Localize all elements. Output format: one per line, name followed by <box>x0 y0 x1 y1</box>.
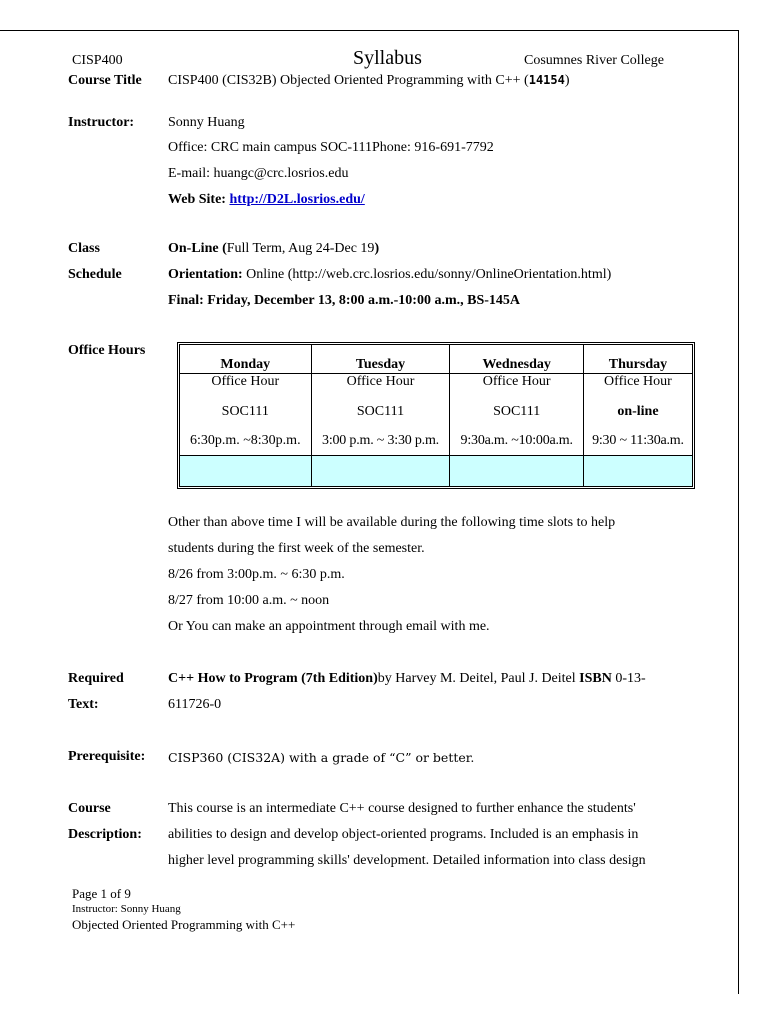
orientation-label: Orientation: <box>168 267 243 282</box>
required-text-label-1: Required <box>68 671 124 686</box>
table-cell: Office Hour <box>180 374 312 398</box>
website-label: Web Site: <box>168 192 230 207</box>
footer-instructor: Instructor: Sonny Huang <box>72 903 181 915</box>
required-text-label-2: Text: <box>68 697 99 712</box>
day-header: Wednesday <box>450 345 583 374</box>
footer-page-number: Page 1 of 9 <box>72 886 131 901</box>
course-description-line-2: abilities to design and develop object-oriented programs. Included is an emphasis in <box>168 827 639 842</box>
table-cell: 9:30 ~ 11:30a.m. <box>592 432 684 448</box>
class-schedule-label-1: Class <box>68 241 100 256</box>
instructor-name: Sonny Huang <box>168 115 245 130</box>
table-cell-empty <box>450 455 583 486</box>
table-cell: Office Hour <box>312 374 451 398</box>
office-hours-slot-1: 8/26 from 3:00p.m. ~ 6:30 p.m. <box>168 567 345 582</box>
schedule-online-bold: On-Line ( <box>168 241 227 256</box>
course-description-label-2: Description: <box>68 827 142 842</box>
table-cell: SOC111 <box>450 398 583 426</box>
table-cell: 9:30a.m. ~10:00a.m. <box>450 427 583 455</box>
table-cell: on-line <box>617 404 659 420</box>
college-name: Cosumnes River College <box>524 53 664 68</box>
prerequisite-label: Prerequisite: <box>68 749 146 764</box>
office-hours-time-row <box>180 427 692 455</box>
schedule-online-close: ) <box>374 241 380 256</box>
isbn-part-2: 611726-0 <box>168 697 222 712</box>
office-hours-note-1: Other than above time I will be available during the following time slots to help <box>168 515 616 530</box>
day-header: Thursday <box>584 345 692 374</box>
day-header: Tuesday <box>312 345 451 374</box>
office-hours-table <box>177 342 695 489</box>
office-hours-label: Office Hours <box>68 343 146 358</box>
table-cell: 6:30p.m. ~8:30p.m. <box>180 427 312 455</box>
schedule-final: Final: Friday, December 13, 8:00 a.m.-10:00 a.m., BS-145A <box>168 293 521 308</box>
course-title-text: CISP400 (CIS32B) Objected Oriented Programming with C++ ( <box>168 73 529 88</box>
page-title: Syllabus <box>353 47 422 69</box>
isbn-label: ISBN <box>579 671 612 686</box>
instructor-website <box>168 192 365 208</box>
instructor-label: Instructor: <box>68 115 135 130</box>
schedule-orientation <box>168 267 611 283</box>
instructor-email: E-mail: huangc@crc.losrios.edu <box>168 166 349 181</box>
orientation-value: Online (http://web.crc.losrios.edu/sonny/OnlineOrientation.html) <box>242 267 612 282</box>
required-text-book <box>168 671 646 687</box>
course-title-close: ) <box>564 73 570 88</box>
book-title: C++ How to Program (7th Edition) <box>168 671 378 686</box>
office-hours-note-2: students during the first week of the semester. <box>168 541 425 556</box>
office-hours-type-row <box>180 374 692 398</box>
schedule-online <box>168 241 379 257</box>
table-cell-empty <box>584 455 692 486</box>
course-code: CISP400 <box>72 53 123 68</box>
office-hours-shaded-row <box>180 455 692 486</box>
course-description-label-1: Course <box>68 801 111 816</box>
page-border-top <box>0 30 738 31</box>
office-hours-header-row <box>180 345 692 374</box>
table-cell-empty <box>180 455 312 486</box>
instructor-office: Office: CRC main campus SOC-111Phone: 916-691-7792 <box>168 140 494 155</box>
course-description-line-3: higher level programming skills' development. Detailed information into class design <box>168 853 646 868</box>
prerequisite-value: CISP360 (CIS32A) with a grade of “C” or better. <box>168 750 475 765</box>
table-cell-empty <box>312 455 451 486</box>
schedule-online-term: Full Term, Aug 24-Dec 19 <box>226 241 375 256</box>
office-hours-slot-2: 8/27 from 10:00 a.m. ~ noon <box>168 593 330 608</box>
course-description-line-1: This course is an intermediate C++ course designed to further enhance the students' <box>168 801 636 816</box>
day-header: Monday <box>180 345 312 374</box>
table-cell: Office Hour <box>450 374 583 398</box>
office-hours-location-row <box>180 398 692 426</box>
book-authors: by Harvey M. Deitel, Paul J. Deitel <box>377 671 580 686</box>
table-cell: SOC111 <box>180 398 312 426</box>
course-section-number: 14154 <box>528 73 565 87</box>
page-border-right <box>738 30 739 994</box>
table-cell: 3:00 p.m. ~ 3:30 p.m. <box>312 427 451 455</box>
footer-course: Objected Oriented Programming with C++ <box>72 917 296 932</box>
class-schedule-label-2: Schedule <box>68 267 122 282</box>
isbn-part-1: 0-13- <box>611 671 646 686</box>
table-cell: SOC111 <box>312 398 451 426</box>
course-title-value <box>168 73 570 89</box>
website-link[interactable]: http://D2L.losrios.edu/ <box>229 192 365 207</box>
course-title-label: Course Title <box>68 73 142 88</box>
table-cell: Office Hour <box>604 374 672 390</box>
office-hours-note-3: Or You can make an appointment through email with me. <box>168 619 490 634</box>
